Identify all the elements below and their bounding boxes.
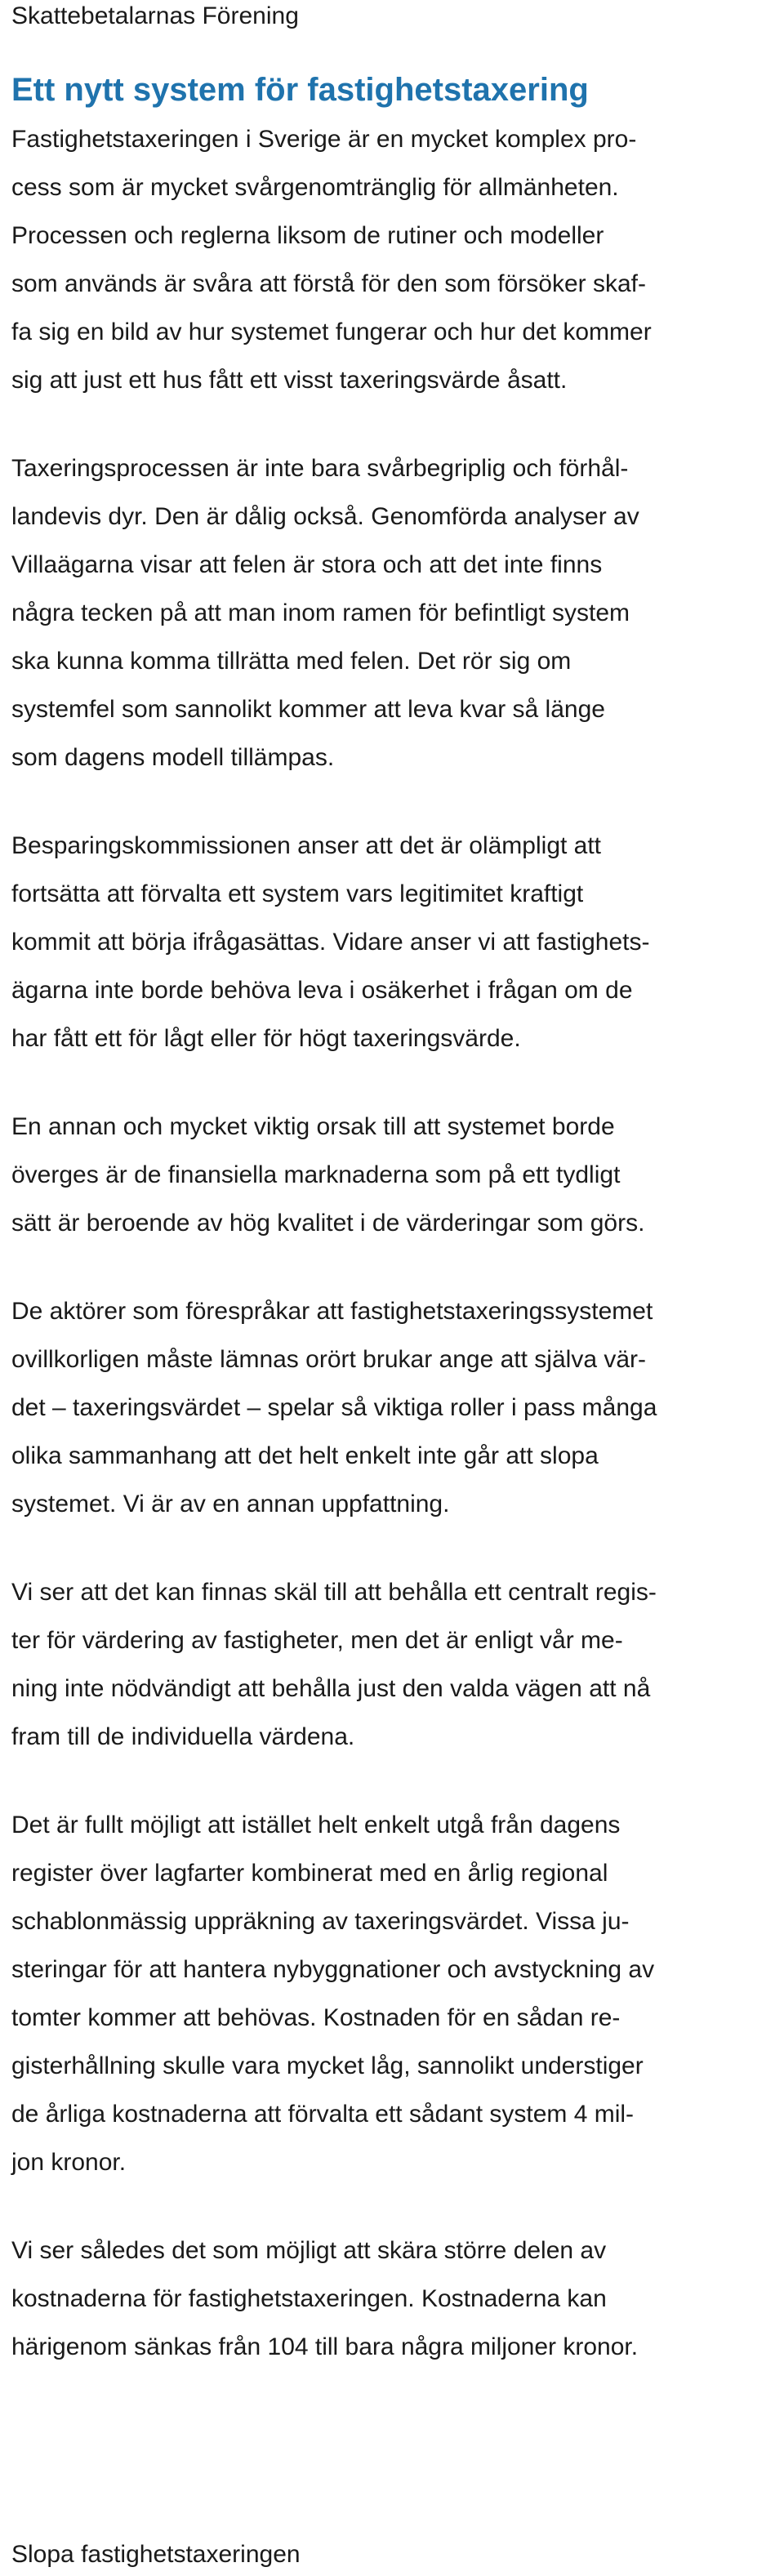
paragraph-line: har fått ett för lågt eller för högt taxeringsvärde. xyxy=(11,1025,521,1052)
paragraph-line: systemfel som sannolikt kommer att leva kvar så länge xyxy=(11,696,605,723)
paragraph-4 xyxy=(11,1103,779,1247)
paragraph-line: steringar för att hantera nybyggnationer och avstyckning av xyxy=(11,1956,655,1983)
paragraph-line: ska kunna komma tillrätta med felen. Det rör sig om xyxy=(11,648,572,675)
paragraph-line: ovillkorligen måste lämnas orört brukar ange att själva vär- xyxy=(11,1346,646,1373)
paragraph-line: tomter kommer att behövas. Kostnaden för en sådan re- xyxy=(11,2004,621,2031)
paragraph-3 xyxy=(11,822,779,1063)
paragraph-line: de årliga kostnaderna att förvalta ett sådant system 4 mil- xyxy=(11,2101,635,2128)
paragraph-line: fortsätta att förvalta ett system vars legitimitet kraftigt xyxy=(11,880,584,907)
paragraph-line: Vi ser att det kan finnas skäl till att behålla ett centralt regis- xyxy=(11,1579,657,1606)
paragraph-line: Taxeringsprocessen är inte bara svårbegriplig och förhål- xyxy=(11,455,629,482)
paragraph-line: gisterhållning skulle vara mycket låg, sannolikt understiger xyxy=(11,2052,644,2079)
paragraph-line: Det är fullt möjligt att istället helt enkelt utgå från dagens xyxy=(11,1812,621,1838)
paragraph-line: överges är de finansiella marknaderna som på ett tydligt xyxy=(11,1161,621,1188)
paragraph-2 xyxy=(11,444,779,782)
paragraph-line: Villaägarna visar att felen är stora och att det inte finns xyxy=(11,551,603,578)
paragraph-line: Processen och reglerna liksom de rutiner och modeller xyxy=(11,222,604,249)
paragraph-8 xyxy=(11,2226,779,2371)
paragraph-1 xyxy=(11,115,779,404)
paragraph-6 xyxy=(11,1568,779,1761)
paragraph-line: kostnaderna för fastighetstaxeringen. Kostnaderna kan xyxy=(11,2285,607,2312)
paragraph-line: sätt är beroende av hög kvalitet i de värderingar som görs. xyxy=(11,1210,645,1237)
paragraph-line: som används är svåra att förstå för den som försöker skaf- xyxy=(11,270,646,297)
paragraph-line: härigenom sänkas från 104 till bara några miljoner kronor. xyxy=(11,2333,639,2360)
paragraph-line: Fastighetstaxeringen i Sverige är en mycket komplex pro- xyxy=(11,126,637,153)
footer-label: Slopa fastighetstaxeringen xyxy=(11,2541,301,2568)
paragraph-line: sig att just ett hus fått ett visst taxeringsvärde åsatt. xyxy=(11,367,568,394)
paragraph-line: landevis dyr. Den är dålig också. Genomförda analyser av xyxy=(11,503,639,530)
paragraph-line: De aktörer som förespråkar att fastighetstaxeringssystemet xyxy=(11,1298,653,1325)
paragraph-line: Besparingskommissionen anser att det är olämpligt att xyxy=(11,832,602,859)
article-body xyxy=(11,115,779,2371)
paragraph-line: några tecken på att man inom ramen för befintligt system xyxy=(11,599,630,626)
paragraph-line: ning inte nödvändigt att behålla just den valda vägen att nå xyxy=(11,1675,651,1702)
org-name: Skattebetalarnas Förening xyxy=(11,2,299,29)
paragraph-line: ter för värdering av fastigheter, men det är enligt vår me- xyxy=(11,1627,623,1654)
paragraph-line: ägarna inte borde behöva leva i osäkerhet i frågan om de xyxy=(11,977,633,1004)
paragraph-line: cess som är mycket svårgenomtränglig för allmänheten. xyxy=(11,174,619,201)
paragraph-line: Vi ser således det som möjligt att skära större delen av xyxy=(11,2237,607,2264)
paragraph-line: som dagens modell tillämpas. xyxy=(11,744,335,771)
paragraph-line: fram till de individuella värdena. xyxy=(11,1723,355,1750)
article-title: Ett nytt system för fastighetstaxering xyxy=(11,72,589,108)
paragraph-line: En annan och mycket viktig orsak till att systemet borde xyxy=(11,1113,615,1140)
paragraph-line: fa sig en bild av hur systemet fungerar och hur det kommer xyxy=(11,319,652,345)
paragraph-line: olika sammanhang att det helt enkelt inte går att slopa xyxy=(11,1442,599,1469)
paragraph-7 xyxy=(11,1801,779,2186)
paragraph-5 xyxy=(11,1287,779,1528)
paragraph-line: det – taxeringsvärdet – spelar så viktiga roller i pass många xyxy=(11,1394,657,1421)
paragraph-line: register över lagfarter kombinerat med en årlig regional xyxy=(11,1860,608,1887)
paragraph-line: kommit att börja ifrågasättas. Vidare anser vi att fastighets- xyxy=(11,929,650,956)
paragraph-line: schablonmässig uppräkning av taxeringsvärdet. Vissa ju- xyxy=(11,1908,630,1935)
paragraph-line: systemet. Vi är av en annan uppfattning. xyxy=(11,1491,450,1518)
paragraph-line: jon kronor. xyxy=(11,2149,127,2176)
